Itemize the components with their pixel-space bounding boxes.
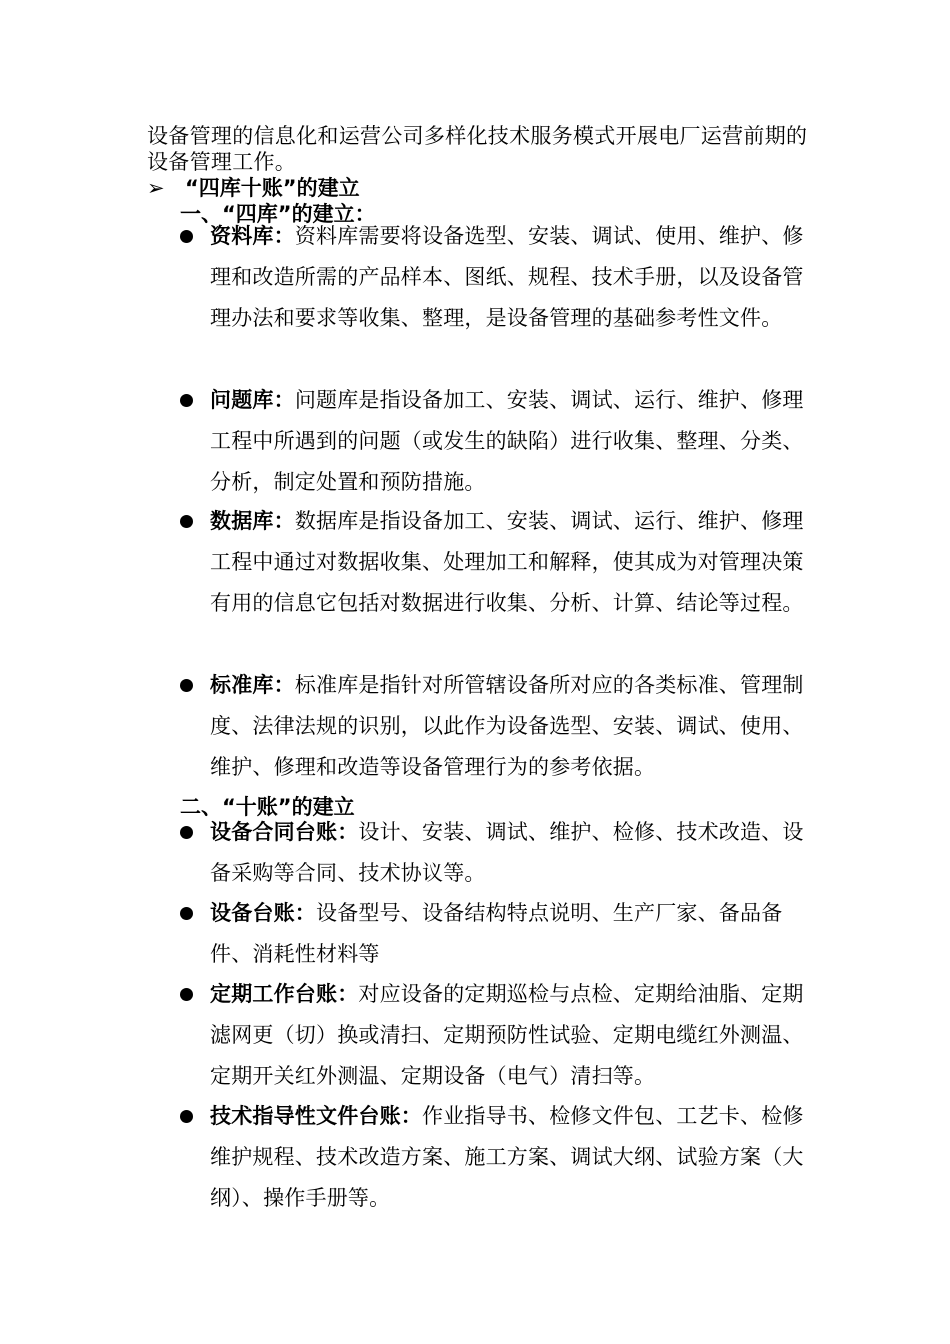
bullet-dot-icon — [180, 907, 193, 920]
item-description: 设计、安装、调试、维护、检修、技术改造、设备采购等合同、技术协议等。 — [210, 820, 804, 885]
item-description: 问题库是指设备加工、安装、调试、运行、维护、修理工程中所遇到的问题（或发生的缺陷）进行收集、整理、分类、分析，制定处置和预防措施。 — [210, 388, 804, 494]
item-term: 标准库： — [210, 673, 295, 697]
bullet-dot-icon — [180, 679, 193, 692]
item-term: 问题库： — [210, 388, 295, 412]
item-term: 数据库： — [210, 509, 295, 533]
subsection-heading-ten-ledgers: 二、“十账”的建立 — [180, 795, 355, 819]
arrow-bullet-icon: ➢ — [147, 176, 165, 200]
item-term: 设备台账： — [210, 901, 316, 925]
list-item-materials-library — [180, 216, 820, 339]
item-term: 设备合同台账： — [210, 820, 359, 844]
list-item-technical-docs-ledger — [180, 1096, 820, 1219]
bullet-dot-icon — [180, 988, 193, 1001]
section-title: “四库十账”的建立 — [185, 176, 360, 200]
subsection-heading-four-libraries: 一、“四库”的建立： — [180, 202, 376, 226]
item-description: 资料库需要将设备选型、安装、调试、使用、维护、修理和改造所需的产品样本、图纸、规程、技术手册，以及设备管理办法和要求等收集、整理，是设备管理的基础参考性文件。 — [210, 224, 804, 330]
list-item-contract-ledger — [180, 812, 820, 894]
item-description: 作业指导书、检修文件包、工艺卡、检修维护规程、技术改造方案、施工方案、调试大纲、试验方案（大纲）、操作手册等。 — [210, 1104, 804, 1210]
bullet-dot-icon — [180, 515, 193, 528]
bullet-dot-icon — [180, 826, 193, 839]
bullet-dot-icon — [180, 230, 193, 243]
list-item-periodic-work-ledger — [180, 974, 820, 1097]
list-item-standards-library — [180, 665, 820, 788]
list-item-issues-library — [180, 380, 820, 503]
item-term: 技术指导性文件台账： — [210, 1104, 422, 1128]
list-item-database — [180, 501, 820, 624]
intro-paragraph: 设备管理的信息化和运营公司多样化技术服务模式开展电厂运营前期的设备管理工作。 — [147, 124, 808, 174]
item-description: 标准库是指针对所管辖设备所对应的各类标准、管理制度、法律法规的识别，以此作为设备选型、安装、调试、使用、维护、修理和改造等设备管理行为的参考依据。 — [210, 673, 804, 779]
list-item-equipment-ledger — [180, 893, 820, 975]
item-description: 对应设备的定期巡检与点检、定期给油脂、定期滤网更（切）换或清扫、定期预防性试验、定期电缆红外测温、定期开关红外测温、定期设备（电气）清扫等。 — [210, 982, 804, 1088]
item-description: 数据库是指设备加工、安装、调试、运行、维护、修理工程中通过对数据收集、处理加工和解释，使其成为对管理决策有用的信息它包括对数据进行收集、分析、计算、结论等过程。 — [210, 509, 804, 615]
section-heading — [147, 175, 360, 201]
item-description: 设备型号、设备结构特点说明、生产厂家、备品备件、消耗性材料等 — [210, 901, 783, 966]
item-term: 定期工作台账： — [210, 982, 359, 1006]
item-term: 资料库： — [210, 224, 295, 248]
bullet-dot-icon — [180, 1110, 193, 1123]
bullet-dot-icon — [180, 394, 193, 407]
